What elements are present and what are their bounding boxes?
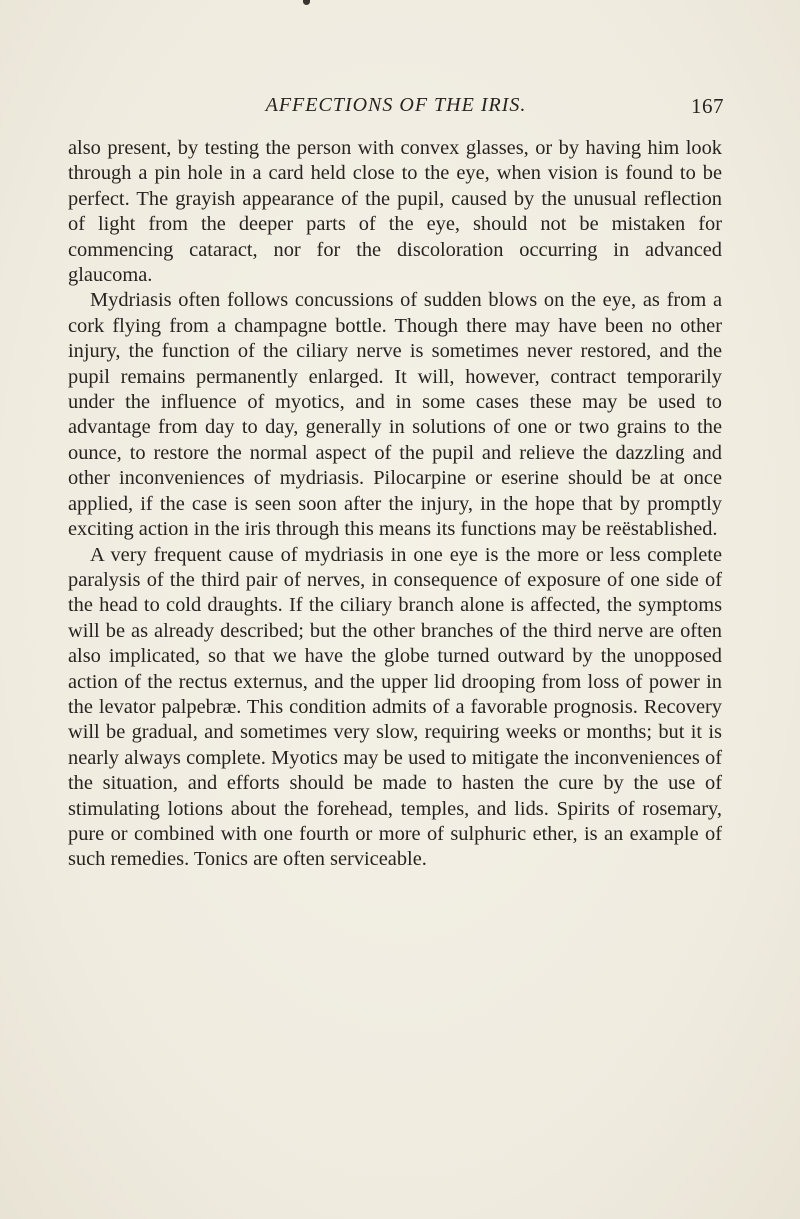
paragraph-continued: also present, by testing the person with convex glasses, or by having him look through a pin hole in a card held close to the eye, when vision is found to be perfect. The grayish appearance of the pupil, caused by the unusual reflection of light from the deeper parts of the eye, should not be mistaken for commencing cataract, nor for the discoloration occurring in advanced glaucoma. xyxy=(68,137,722,287)
page-number: 167 xyxy=(691,94,724,118)
ink-speck xyxy=(303,0,310,5)
body-text xyxy=(68,136,722,873)
paragraph-mydriasis-paralysis: A very frequent cause of mydriasis in one eye is the more or less complete paralysis of the third pair of nerves, in consequence of exposure of one side of the head to cold draughts. If the ciliary branch alone is affected, the symptoms will be as already described; but the other branches of the third nerve are often also implicated, so that we have the globe turned outward by the unopposed action of the rectus externus, and the upper lid drooping from loss of power in the levator palpebræ. This condition admits of a favorable prognosis. Recovery will be gradual, and sometimes very slow, requiring weeks or months; but it is nearly always complete. Myotics may be used to mitigate the inconveniences of the situation, and efforts should be made to hasten the cure by the use of stimulating lotions about the forehead, temples, and lids. Spirits of rosemary, pure or combined with one fourth or more of sulphuric ether, is an example of such remedies. Tonics are often serviceable. xyxy=(68,543,722,871)
running-header xyxy=(68,94,724,122)
paragraph-mydriasis-concussion: Mydriasis often follows concussions of sudden blows on the eye, as from a cork flying from a champagne bottle. Though there may have been no other injury, the function of the ciliary nerve is sometimes never restored, and the pupil remains permanently enlarged. It will, however, contract temporarily under the influence of myotics, and in some cases these may be used to advantage from day to day, generally in solutions of one or two grains to the ounce, to restore the normal aspect of the pupil and relieve the dazzling and other inconveniences of mydriasis. Pilocarpine or eserine should be at once applied, if the case is seen soon after the injury, in the hope that by promptly exciting action in the iris through this means its functions may be reëstablished. xyxy=(68,289,722,541)
running-title: AFFECTIONS OF THE IRIS. xyxy=(265,94,527,116)
